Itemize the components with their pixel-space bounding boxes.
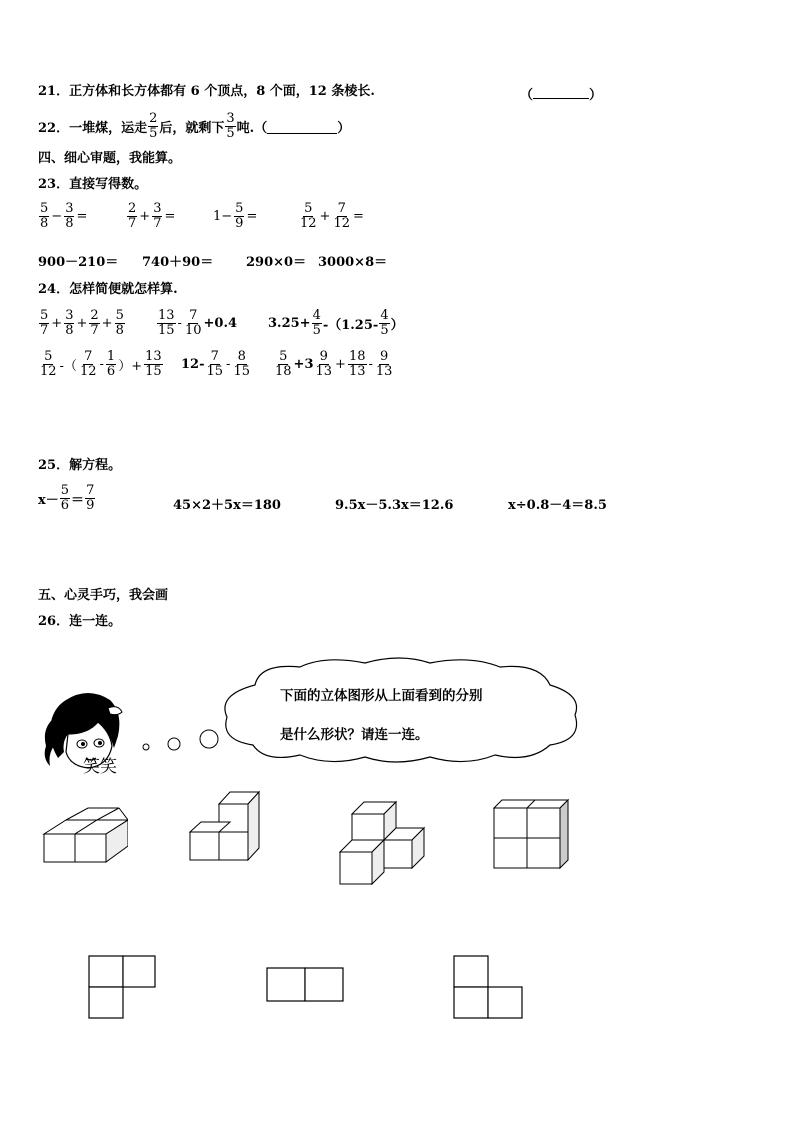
q25-equation-4: x÷0.8－4＝8.5 [508,498,607,513]
q24-expr-2: $\frac{13}{15}$ - $\frac{7}{10}$ +0.4 [158,308,238,338]
top-view-1 [87,954,159,1020]
section-5-heading: 五、心灵手巧，我会画 [38,588,169,603]
question-21 [38,84,375,100]
q25-equation-2: 45×2＋5x＝180 [173,498,281,513]
q21-answer-blank[interactable]: （ ） [520,88,603,103]
q24-title: 24．怎样简便就怎样算. [38,282,178,297]
top-view-2 [265,966,347,1004]
cloud-text-line-2: 是什么形状？请连一连。 [280,727,429,743]
q25-equation-1: x－ $\frac{5}{6}$ ＝ $\frac{7}{9}$ [38,483,95,513]
q22-answer-blank[interactable] [267,119,337,134]
solid-figure-2 [188,790,266,862]
solid-figure-3 [338,800,426,886]
q24-expr-6: $\frac{5}{18}$ +3 $\frac{9}{13}$ + $\frac{18}{13}$ - $\frac{9}{13}$ [275,349,393,379]
q23-oral-3: 290×0＝ [246,255,307,270]
q22-prefix: 22．一堆煤，运走 [38,121,148,136]
q23-expr-4: $\frac{5}{12}$ + $\frac{7}{12}$ = [300,201,364,231]
q24-expr-1: $\frac{5}{7}$ + $\frac{3}{8}$ + $\frac{2}{7}$ + $\frac{5}{8}$ [40,308,124,338]
q25-title: 25．解方程。 [38,458,122,473]
fraction: $\frac{2}{5}$ [149,111,158,141]
section-4-heading: 四、细心审题，我能算。 [38,151,182,166]
thought-cloud [215,655,585,765]
q25-equation-3: 9.5x－5.3x＝12.6 [335,498,454,513]
q23-title: 23．直接写得数。 [38,177,148,192]
thought-dots [138,728,223,756]
q23-expr-3: 1− $\frac{5}{9}$ = [213,201,258,231]
cloud-text-line-1: 下面的立体图形从上面看到的分别 [280,688,483,704]
q23-expr-2: $\frac{2}{7}$ + $\frac{3}{7}$ = [128,201,176,231]
q23-oral-2: 740＋90＝ [142,255,214,270]
q24-expr-4: $\frac{5}{12}$ -（ $\frac{7}{12}$ - $\frac{1}{6}$ ）+ $\frac{13}{15}$ [40,349,162,379]
q24-expr-5: 12- $\frac{7}{15}$ - $\frac{8}{15}$ [181,349,250,379]
top-view-3 [452,954,526,1020]
fraction: $\frac{3}{5}$ [226,111,235,141]
q21-text: 21．正方体和长方体都有 6 个顶点，8 个面，12 条棱长. [38,84,375,99]
q23-oral-1: 900－210＝ [38,255,119,270]
q26-title: 26．连一连。 [38,614,122,629]
solid-figure-1 [42,806,128,864]
solid-figure-4 [492,798,570,870]
q23-expr-1: $\frac{5}{8}$ − $\frac{3}{8}$ = [40,201,88,231]
q24-expr-3: 3.25+ $\frac{4}{5}$ -（1.25- $\frac{4}{5}$ ） [268,308,404,338]
girl-caption: 笑笑 [83,757,117,777]
question-22: 22．一堆煤，运走 $\frac{2}{5}$ 后，就剩下 $\frac{3}{5}$ 吨.（ ） [38,111,351,141]
q23-oral-4: 3000×8＝ [318,255,388,270]
